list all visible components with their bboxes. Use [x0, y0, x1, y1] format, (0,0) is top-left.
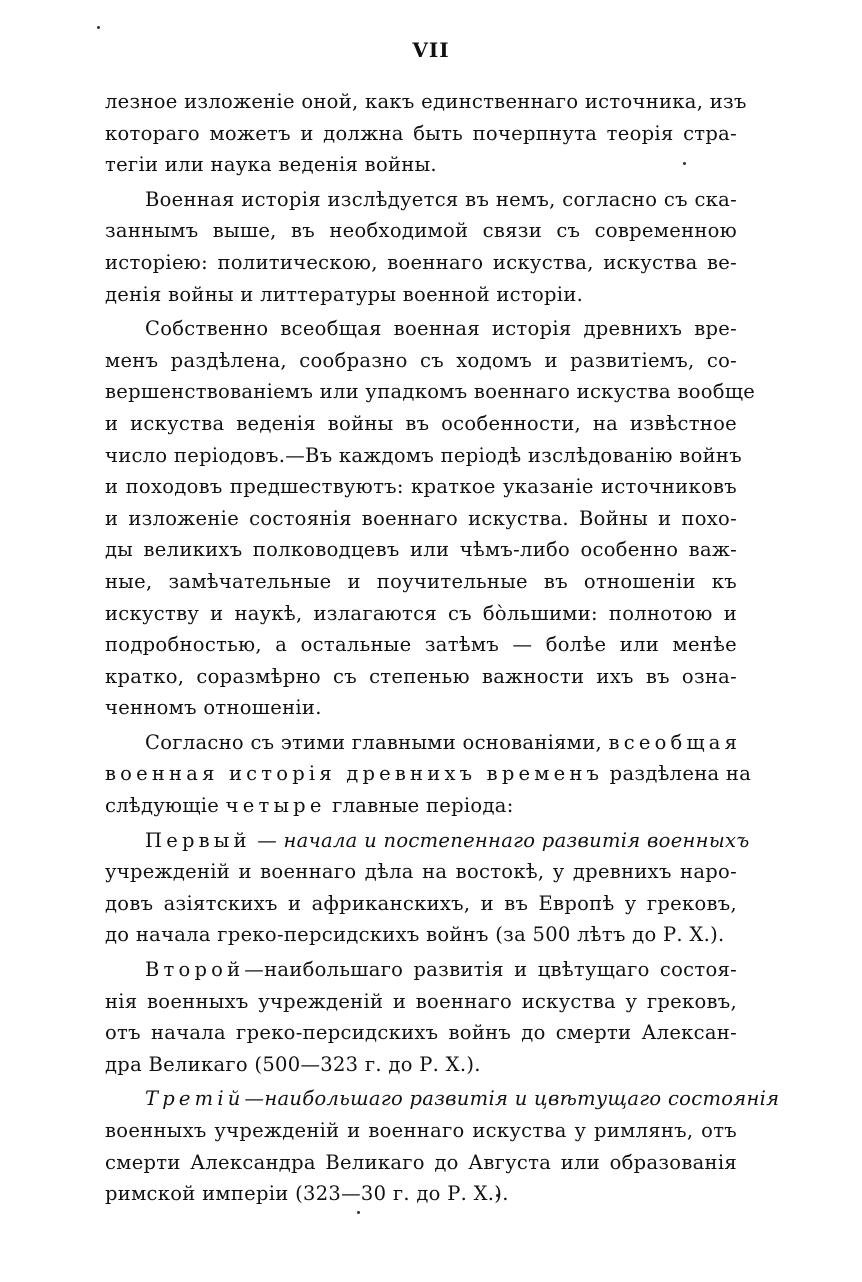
scan-speck — [357, 1211, 360, 1214]
text-line: римской имперіи (323—30 г. до Р. Х.). — [105, 1182, 509, 1206]
italic-run: —наибольшаго развитія и цвѣтущаго состоянія — [244, 1087, 780, 1111]
text-line: и изложеніе состоянія военнаго искуства. Войны и похо- — [105, 506, 737, 530]
text-line: военныхъ учрежденій и военнаго искуства у римлянъ, отъ — [105, 1119, 737, 1142]
spaced-term: Первый — [145, 828, 251, 852]
text-line — [105, 758, 752, 790]
text-line: искуству и наукѣ, излагаются съ бо̀льшими: полнотою и — [105, 601, 737, 625]
text-run: Согласно съ этими главными основаніями, — [145, 730, 609, 754]
text-line: и походовъ предшествуютъ: краткое указаніе источниковъ — [105, 475, 737, 499]
spaced-term: всеобщая — [608, 730, 742, 754]
text-line — [105, 727, 742, 759]
text-line: нія военныхъ учрежденій и военнаго искуства у грековъ, — [105, 989, 737, 1013]
text-line: отъ начала греко-персидскихъ войнъ до смерти Алексан- — [105, 1021, 737, 1045]
text-line: и искуства веденія войны въ особенности, на извѣстное — [105, 411, 737, 435]
text-line: исторіею: политическою, военнаго искуства, искуства ве- — [105, 250, 737, 274]
body-text — [105, 86, 780, 1210]
paragraph-period-first — [105, 825, 750, 951]
text-line: лезное изложеніе оной, какъ единственнаго источника, изъ — [105, 90, 747, 113]
spaced-term: Третій — [145, 1087, 245, 1111]
italic-run: — начала и постепеннаго развитія военныхъ — [250, 828, 750, 852]
text-line — [105, 954, 737, 986]
paragraph-military-history — [105, 184, 737, 310]
text-line: Военная исторія изслѣдуется въ немъ, согласно съ ска- — [145, 187, 737, 211]
text-line: денія войны и литтературы военной исторіи. — [105, 282, 584, 306]
text-line: Собственно всеобщая военная исторія древнихъ вре- — [145, 317, 737, 341]
spaced-term: Второй — [145, 958, 245, 982]
text-line: подробностью, а остальные затѣмъ — болѣе или менѣе — [105, 633, 737, 657]
text-line: смерти Александра Великаго до Августа или образованія — [105, 1150, 737, 1174]
text-line: кратко, соразмѣрно съ степенью важности ихъ въ озна- — [105, 664, 737, 688]
text-line: ные, замѣчательные и поучительные въ отношеніи къ — [105, 569, 737, 593]
text-line — [105, 790, 737, 822]
text-line: тегіи или наука веденія войны. — [105, 153, 437, 177]
paragraph-periods — [105, 313, 756, 724]
paragraph-division — [105, 727, 752, 822]
paragraph-period-second — [105, 954, 737, 1080]
text-line: учрежденій и военнаго дѣла на востокѣ, у древнихъ наро- — [105, 860, 737, 884]
scan-speck — [97, 26, 100, 29]
text-line: довъ азіятскихъ и африканскихъ, и въ Европѣ у грековъ, — [105, 891, 737, 915]
paragraph-period-third — [105, 1083, 780, 1209]
text-line: ченномъ отношеніи. — [105, 696, 322, 720]
spaced-term: четыре — [225, 794, 326, 818]
text-line: дра Великаго (500—323 г. до Р. Х.). — [105, 1052, 481, 1076]
text-run: —наибольшаго развитія и цвѣтущаго состоя- — [244, 958, 737, 982]
text-line — [105, 825, 750, 857]
text-run: слѣдующіе — [105, 794, 226, 818]
text-run: главные періода: — [325, 794, 514, 818]
text-line: заннымъ выше, въ необходимой связи съ современною — [105, 219, 737, 243]
paragraph-continuation — [105, 86, 747, 181]
text-line: котораго можетъ и должна быть почерпнута теорія стра- — [105, 121, 737, 145]
text-line — [105, 1083, 780, 1115]
text-line: ды великихъ полководцевъ или чѣмъ-либо особенно важ- — [105, 538, 737, 562]
text-line: до начала греко-персидскихъ войнъ (за 500 лѣтъ до Р. Х.). — [105, 923, 725, 947]
spaced-term: военная исторія древнихъ временъ — [105, 762, 604, 786]
text-line: вершенствованіемъ или упадкомъ военнаго искуства вообще — [105, 380, 756, 404]
page-number: VII — [412, 38, 450, 62]
text-line: менъ раздѣлена, сообразно съ ходомъ и развитіемъ, со- — [105, 348, 737, 372]
text-run: раздѣлена на — [603, 762, 752, 786]
text-line: число періодовъ.—Въ каждомъ періодѣ изслѣдованію войнъ — [105, 443, 742, 467]
